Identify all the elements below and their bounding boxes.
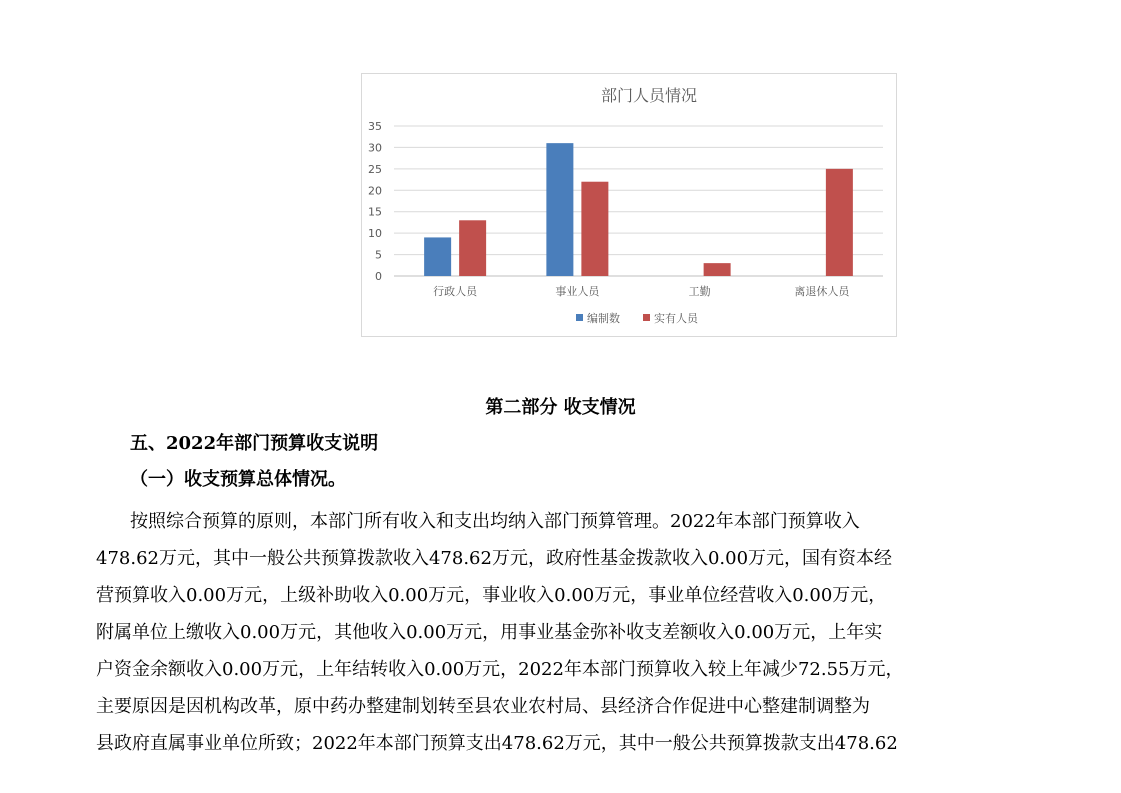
y-tick-label: 10	[368, 227, 382, 241]
x-category-label: 行政人员	[433, 285, 478, 298]
legend	[576, 311, 699, 325]
paragraph-line: 478.62万元，其中一般公共预算拨款收入478.62万元，政府性基金拨款收入0.00万元，国有资本经	[96, 548, 893, 569]
y-tick-label: 25	[368, 162, 382, 176]
x-category-label: 事业人员	[555, 285, 600, 298]
paragraph-line: 附属单位上缴收入0.00万元，其他收入0.00万元，用事业基金弥补收支差额收入0.00万元，上年实	[96, 622, 883, 643]
y-tick-label: 20	[368, 184, 382, 198]
bar	[424, 237, 451, 276]
bar	[459, 220, 486, 276]
y-axis-ticks	[368, 120, 382, 283]
legend-label: 编制数	[587, 312, 620, 325]
y-tick-label: 30	[368, 141, 382, 155]
bar-chart-svg	[362, 74, 898, 338]
paragraph-line: 营预算收入0.00万元，上级补助收入0.00万元，事业收入0.00万元，事业单位经营收入0.00万元，	[96, 585, 887, 606]
y-tick-label: 0	[375, 270, 382, 283]
chart-title: 部门人员情况	[600, 86, 698, 105]
x-axis-labels	[433, 284, 850, 298]
paragraph-line: 县政府直属事业单位所致；2022年本部门预算支出478.62万元，其中一般公共预算拨款支出478.62	[96, 733, 898, 754]
x-category-label: 工勤	[688, 285, 711, 298]
body-paragraph	[96, 503, 1026, 762]
bar	[826, 169, 853, 276]
bar	[581, 182, 608, 276]
heading-overall-budget: （一）收支预算总体情况。	[130, 469, 346, 490]
x-category-label: 离退休人员	[794, 285, 850, 298]
bar	[546, 143, 573, 276]
paragraph-line: 按照综合预算的原则，本部门所有收入和支出均纳入部门预算管理。2022年本部门预算收入	[130, 511, 860, 532]
paragraph-line: 户资金余额收入0.00万元，上年结转收入0.00万元，2022年本部门预算收入较上年减少72.55万元，	[96, 659, 904, 680]
heading-budget-explanation: 五、2022年部门预算收支说明	[130, 433, 379, 454]
section-title: 第二部分 收支情况	[485, 397, 636, 418]
bars	[424, 143, 853, 276]
bar	[704, 263, 731, 276]
legend-label: 实有人员	[654, 312, 698, 325]
legend-swatch	[576, 314, 583, 321]
y-tick-label: 15	[368, 205, 382, 219]
paragraph-line: 主要原因是因机构改革，原中药办整建制划转至县农业农村局、县经济合作促进中心整建制调整为	[96, 696, 870, 717]
y-tick-label: 35	[368, 120, 382, 133]
legend-swatch	[643, 314, 650, 321]
y-tick-label: 5	[375, 248, 382, 262]
staff-chart	[361, 73, 897, 337]
